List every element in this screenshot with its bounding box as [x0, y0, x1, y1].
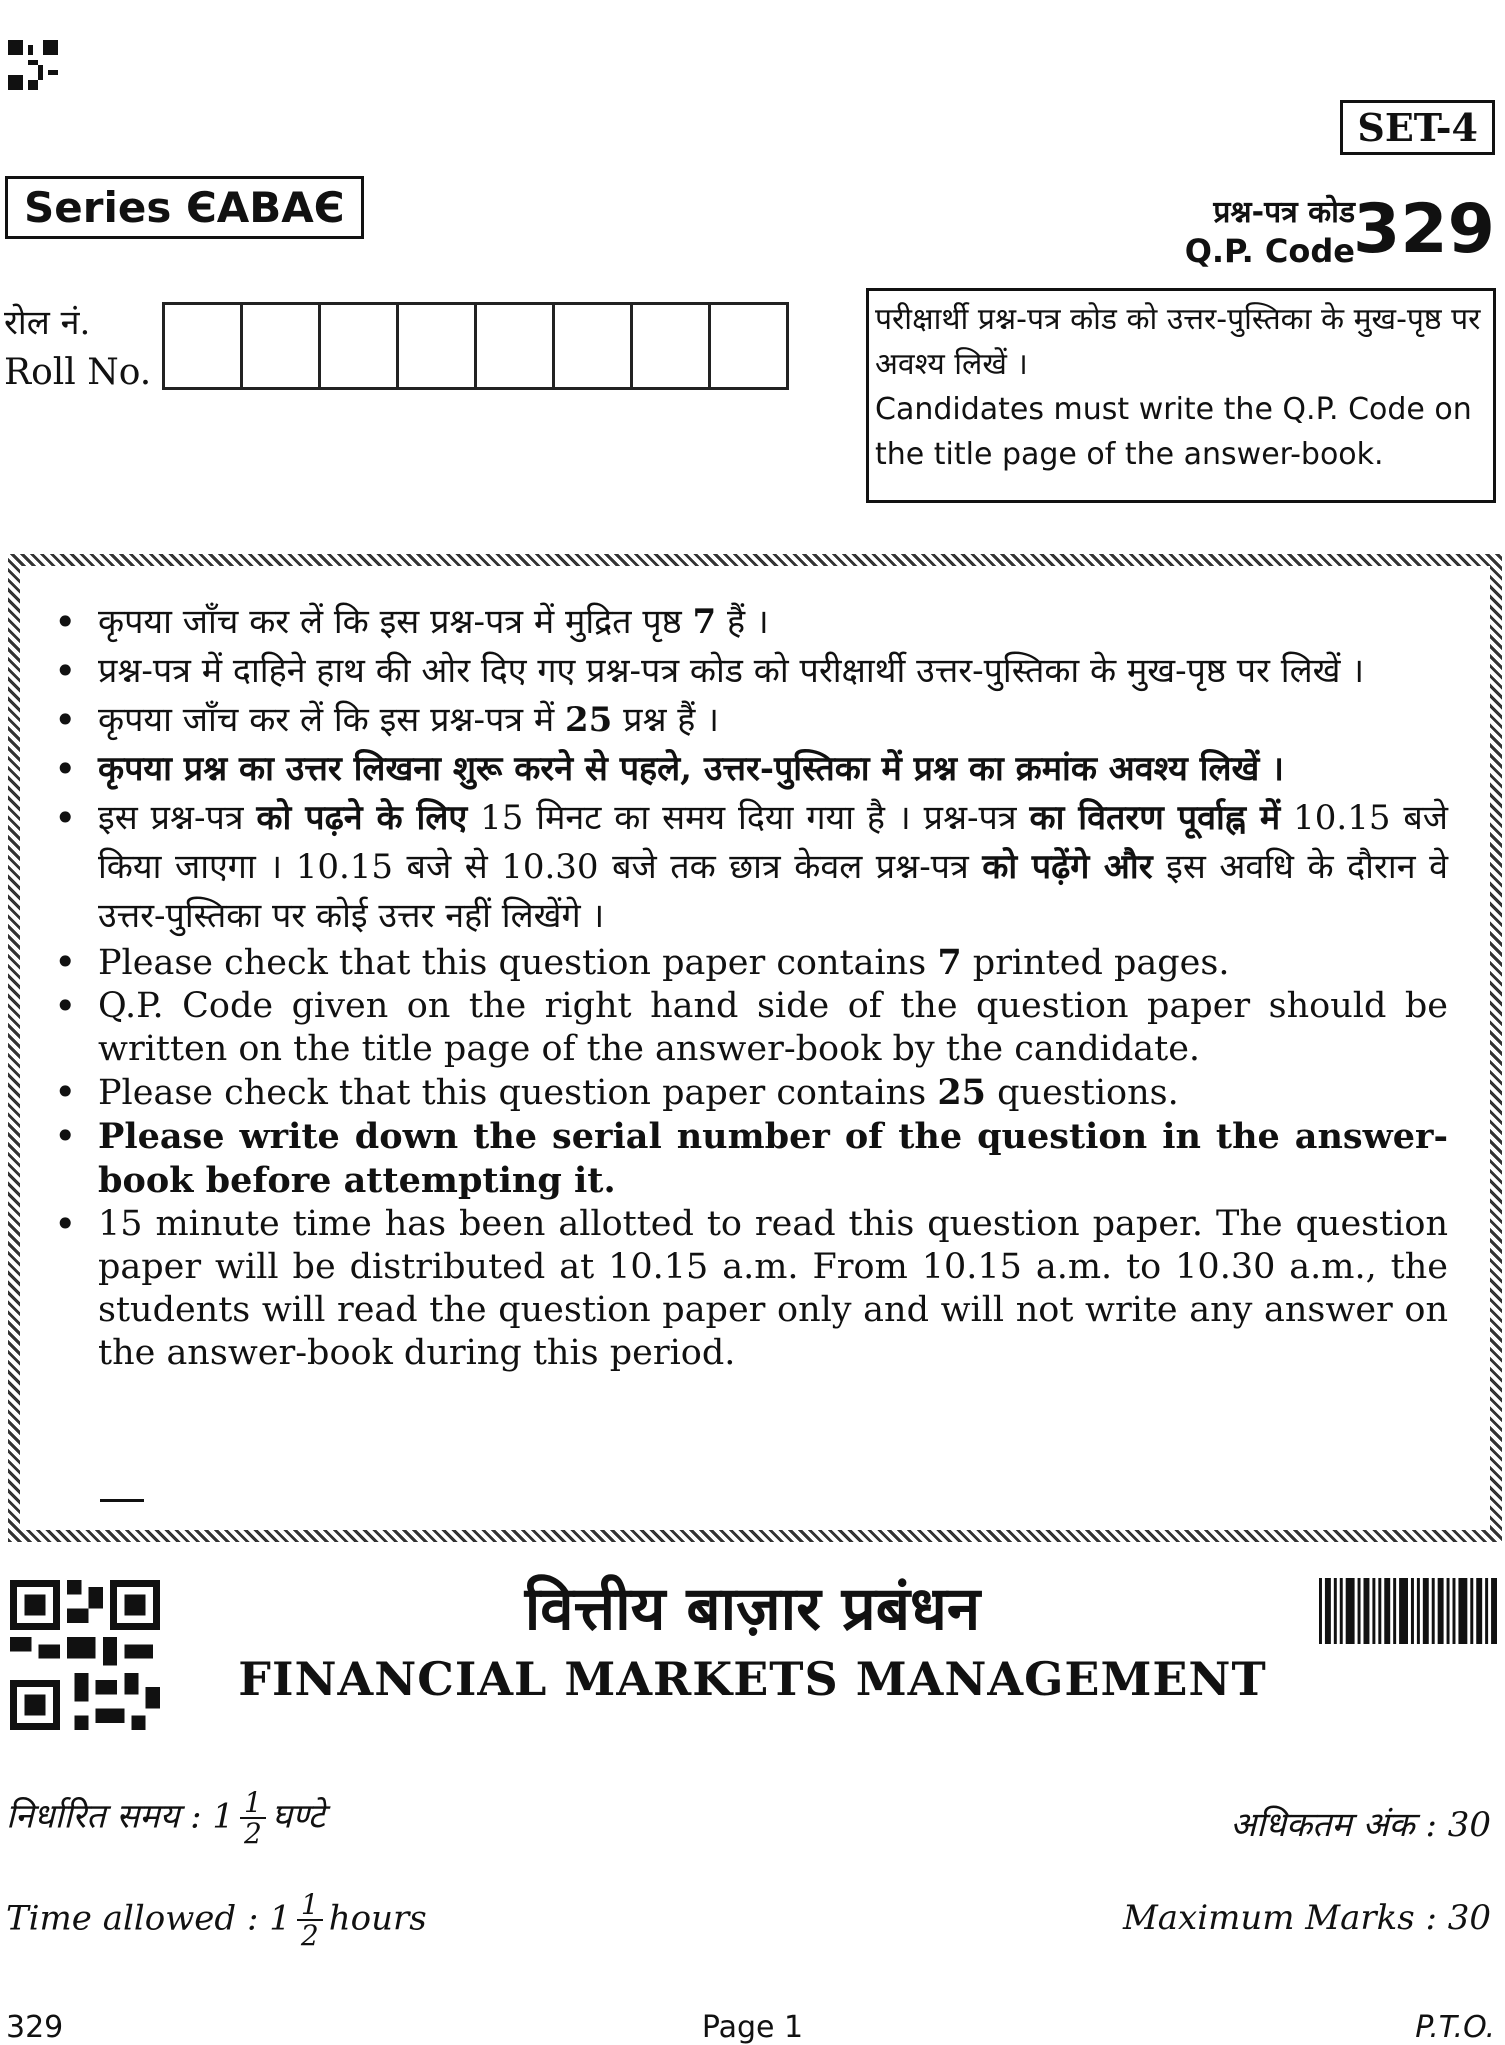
max-marks-hindi: अधिकतम अंक : 30 [1230, 1805, 1491, 1845]
notice-english: Candidates must write the Q.P. Code on the title page of the answer-book. [875, 392, 1472, 472]
subject-title: FINANCIAL MARKETS MANAGEMENT [238, 1652, 1267, 1706]
instruction-hi-qpcode: • प्रश्न-पत्र में दाहिने हाथ की ओर दिए गए प्रश्न-पत्र कोड को परीक्षार्थी उत्तर-पुस्तिका के मुख-पृष्ठ पर लिखें । [98, 647, 1448, 696]
roll-digit-box[interactable] [711, 305, 786, 387]
roll-label: Roll No. [4, 352, 152, 393]
qp-code-notice [866, 288, 1496, 503]
instruction-hi-reading-time: • इस प्रश्न-पत्र को पढ़ने के लिए 15 मिनट का समय दिया गया है । प्रश्न-पत्र का वितरण पूर्वाह्न में 10.15 बजे किया जाएगा । 10.15 बजे से 10.30 बजे तक छात्र केवल प्रश्न-पत्र को पढ़ेंगे और इस अवधि के दौरान वे उत्तर-पुस्तिका पर कोई उत्तर नहीं लिखेंगे । [98, 794, 1448, 941]
roll-label-hindi: रोल नं. [4, 303, 91, 343]
roll-digit-box[interactable] [399, 305, 477, 387]
roll-digit-box[interactable] [165, 305, 243, 387]
instruction-en-qpcode: • Q.P. Code given on the right hand side of the question paper should be written on the title page of the answer-book by the candidate. [98, 985, 1448, 1071]
roll-digit-box[interactable] [633, 305, 711, 387]
qr-code-small-icon [8, 40, 58, 90]
series-label: Series ЄABAЄ [5, 176, 364, 239]
instruction-en-questions: • Please check that this question paper contains 25 questions. [98, 1071, 1448, 1115]
max-marks: Maximum Marks : 30 [1122, 1898, 1491, 1938]
qp-code-label-hindi: प्रश्न-पत्र कोड [1213, 195, 1355, 230]
instruction-hi-pages: • कृपया जाँच कर लें कि इस प्रश्न-पत्र में मुद्रित पृष्ठ 7 हैं । [98, 598, 1448, 647]
subject-title-hindi: वित्तीय बाज़ार प्रबंधन [524, 1574, 981, 1644]
fraction: $\frac{1}{2}$ [240, 1788, 266, 1849]
instruction-hi-serial: • कृपया प्रश्न का उत्तर लिखना शुरू करने से पहले, उत्तर-पुस्तिका में प्रश्न का क्रमांक अवश्य लिखें । [98, 745, 1448, 794]
roll-digit-box[interactable] [243, 305, 321, 387]
instruction-en-serial: • Please write down the serial number of the question in the answer-book before attempting it. [98, 1115, 1448, 1203]
instruction-en-pages: • Please check that this question paper contains 7 printed pages. [98, 941, 1448, 985]
instruction-en-reading-time: • 15 minute time has been allotted to read this question paper. The question paper will be distributed at 10.15 a.m. From 10.15 a.m. to 10.30 a.m., the students will read the question paper only and will not write any answer on the answer-book during this period. [98, 1203, 1448, 1375]
roll-digit-box[interactable] [477, 305, 555, 387]
qp-code-number: 329 [1353, 190, 1495, 269]
roll-digit-box[interactable] [555, 305, 633, 387]
footer-pto: P.T.O. [1415, 2010, 1495, 2045]
divider-dash [100, 1499, 144, 1502]
instruction-hi-questions: • कृपया जाँच कर लें कि इस प्रश्न-पत्र में 25 प्रश्न हैं । [98, 696, 1448, 745]
roll-number-boxes[interactable] [162, 302, 789, 390]
set-label: SET-4 [1340, 100, 1495, 155]
footer-code: 329 [6, 2010, 64, 2045]
instructions-frame [8, 554, 1502, 1542]
instructions-list [34, 598, 1448, 1375]
time-allowed-hindi: निर्धारित समय : 1 $\frac{1}{2}$ घण्टे [6, 1786, 325, 1851]
time-allowed: Time allowed : 1 $\frac{1}{2}$ hours [6, 1888, 427, 1953]
fraction: $\frac{1}{2}$ [297, 1890, 323, 1951]
footer-page: Page 1 [701, 2010, 804, 2045]
roll-digit-box[interactable] [321, 305, 399, 387]
notice-hindi: परीक्षार्थी प्रश्न-पत्र कोड को उत्तर-पुस्तिका के मुख-पृष्ठ पर अवश्य लिखें । [875, 302, 1481, 382]
qp-code-label: Q.P. Code [1184, 232, 1355, 270]
